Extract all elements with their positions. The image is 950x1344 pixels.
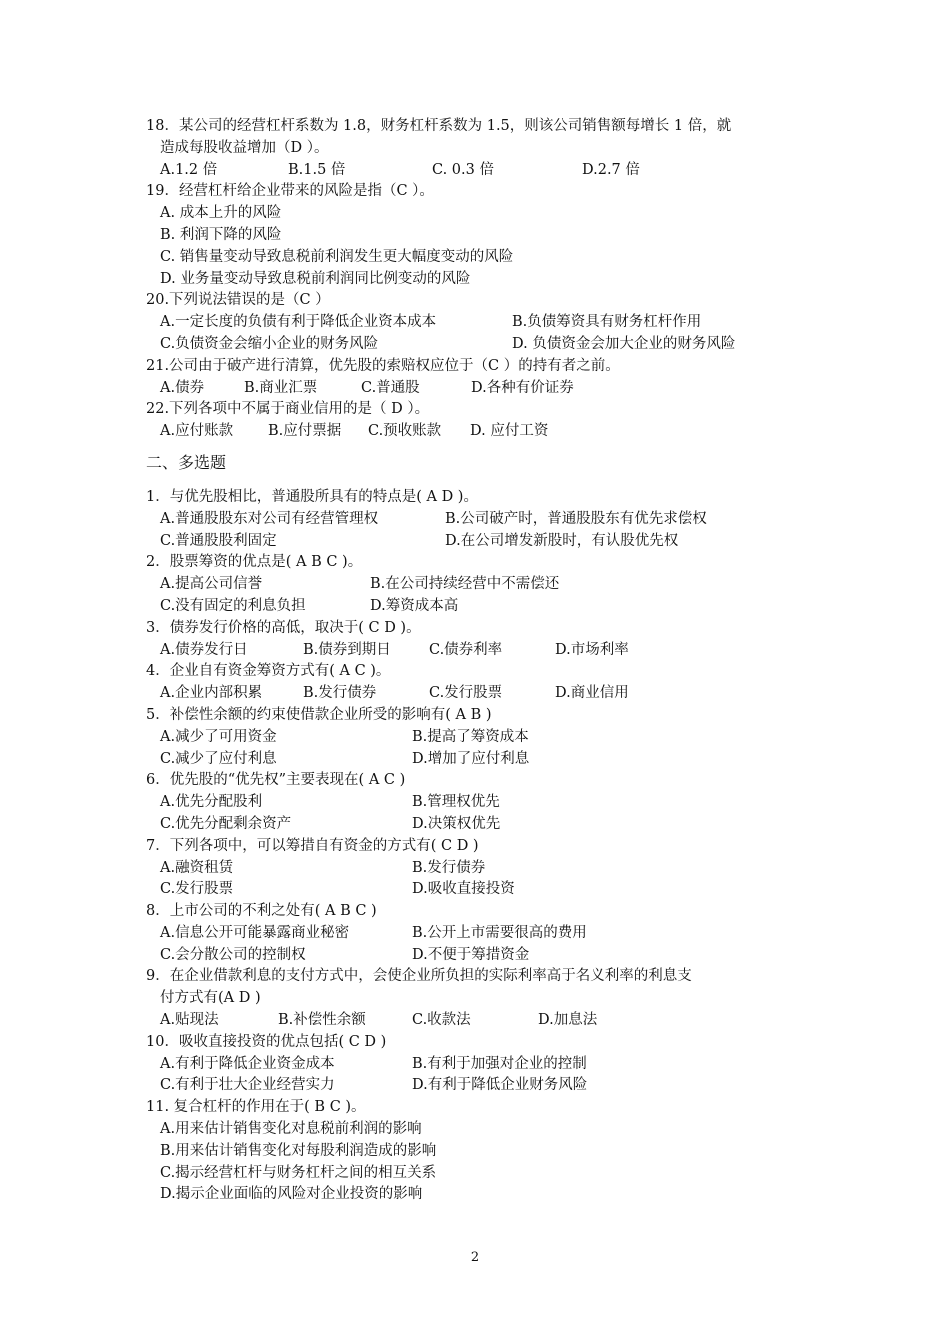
question-text: 22.下列各项中不属于商业信用的是（ D ）。 bbox=[146, 401, 430, 418]
option-item: D.各种有价证券 bbox=[471, 379, 574, 396]
question-text: 5．补偿性余额的约束使借款企业所受的影响有( A B ) bbox=[146, 706, 492, 723]
option-item: A.用来估计销售变化对息税前利润的影响 bbox=[160, 1121, 422, 1138]
option-item: B.发行债券 bbox=[412, 859, 486, 876]
option-row bbox=[146, 749, 826, 771]
option-item: C.有利于壮大企业经营实力 bbox=[160, 1077, 335, 1094]
option-item: C.没有固定的利息负担 bbox=[160, 597, 306, 614]
option-item: A.债券发行日 bbox=[160, 641, 248, 658]
question-block bbox=[146, 901, 826, 966]
option-row bbox=[146, 879, 826, 901]
question-text-continued: 付方式有(A D ) bbox=[160, 990, 261, 1007]
option-item: B.提高了筹资成本 bbox=[412, 728, 529, 745]
option-row bbox=[146, 923, 826, 945]
option-item: B.在公司持续经营中不需偿还 bbox=[370, 576, 560, 593]
question-text: 20.下列说法错误的是（C ） bbox=[146, 292, 330, 309]
question-text: 9．在企业借款利息的支付方式中，会使企业所负担的实际利率高于名义利率的利息支 bbox=[146, 968, 692, 985]
option-row bbox=[146, 1054, 826, 1076]
question-text-continued: 造成每股收益增加（D ）。 bbox=[160, 139, 329, 156]
question-block bbox=[146, 966, 826, 1031]
option-item: B.公开上市需要很高的费用 bbox=[412, 924, 587, 941]
option-item: D. 负债资金会加大企业的财务风险 bbox=[512, 335, 736, 352]
option-row bbox=[146, 225, 826, 247]
option-item: C.普通股股利固定 bbox=[160, 532, 277, 549]
option-item: D.筹资成本高 bbox=[370, 597, 459, 614]
option-row bbox=[146, 596, 826, 618]
option-row bbox=[146, 858, 826, 880]
option-item: C.预收账款 bbox=[368, 423, 442, 440]
question-block bbox=[146, 552, 826, 617]
option-item: A.贴现法 bbox=[160, 1012, 219, 1029]
question-text: 4．企业自有资金筹资方式有( A C )。 bbox=[146, 663, 391, 680]
option-row bbox=[146, 531, 826, 553]
single-choice-section bbox=[146, 116, 826, 443]
page-number: 2 bbox=[470, 1250, 480, 1265]
question-block bbox=[146, 116, 826, 181]
option-item: A.优先分配股利 bbox=[160, 794, 263, 811]
question-block bbox=[146, 356, 826, 400]
option-row bbox=[146, 640, 826, 662]
option-item: D. 业务量变动导致息税前利润同比例变动的风险 bbox=[160, 270, 471, 287]
option-item: B.商业汇票 bbox=[244, 379, 318, 396]
option-item: A.应付账款 bbox=[160, 423, 234, 440]
option-row bbox=[146, 1075, 826, 1097]
option-item: D.2.7 倍 bbox=[582, 161, 640, 178]
question-text: 3．债券发行价格的高低，取决于( C D )。 bbox=[146, 619, 421, 636]
option-item: B.应付票据 bbox=[268, 423, 342, 440]
option-row bbox=[146, 421, 826, 443]
option-item: C.会分散公司的控制权 bbox=[160, 946, 306, 963]
option-item: B. 利润下降的风险 bbox=[160, 226, 282, 243]
option-row bbox=[146, 1163, 826, 1185]
question-block bbox=[146, 487, 826, 552]
option-item: D. 应付工资 bbox=[470, 423, 549, 440]
option-row bbox=[146, 1141, 826, 1163]
option-item: A.提高公司信誉 bbox=[160, 576, 263, 593]
option-item: A.债券 bbox=[160, 379, 205, 396]
option-row bbox=[146, 814, 826, 836]
option-item: C.发行股票 bbox=[429, 685, 503, 702]
option-item: B.债券到期日 bbox=[303, 641, 391, 658]
question-text: 1．与优先股相比，普通股所具有的特点是( A D )。 bbox=[146, 488, 478, 505]
option-item: B.用来估计销售变化对每股利润造成的影响 bbox=[160, 1142, 437, 1159]
option-item: A.融资租赁 bbox=[160, 859, 234, 876]
option-item: D.商业信用 bbox=[555, 685, 629, 702]
question-block bbox=[146, 1032, 826, 1097]
option-item: D.决策权优先 bbox=[412, 815, 501, 832]
option-row bbox=[146, 247, 826, 269]
section-heading: 二、多选题 bbox=[146, 452, 227, 472]
option-row bbox=[146, 334, 826, 356]
option-item: B.负债筹资具有财务杠杆作用 bbox=[512, 314, 702, 331]
multiple-choice-section bbox=[146, 487, 826, 1206]
option-item: D.不便于筹措资金 bbox=[412, 946, 530, 963]
option-row bbox=[146, 378, 826, 400]
option-item: C. 销售量变动导致息税前利润发生更大幅度变动的风险 bbox=[160, 248, 514, 265]
option-row bbox=[146, 160, 826, 182]
option-item: B.发行债券 bbox=[303, 685, 377, 702]
option-row bbox=[146, 1184, 826, 1206]
question-text: 6．优先股的“优先权”主要表现在( A C ) bbox=[146, 772, 406, 789]
option-item: A.有利于降低企业资金成本 bbox=[160, 1055, 335, 1072]
option-item: A.一定长度的负债有利于降低企业资本成本 bbox=[160, 314, 437, 331]
question-text: 18．某公司的经营杠杆系数为 1.8，财务杠杆系数为 1.5，则该公司销售额每增长 1 倍，就 bbox=[146, 118, 732, 134]
option-item: D.市场利率 bbox=[555, 641, 629, 658]
question-block bbox=[146, 836, 826, 901]
option-item: D.加息法 bbox=[538, 1012, 598, 1029]
question-text: 7．下列各项中，可以筹措自有资金的方式有( C D ) bbox=[146, 837, 479, 854]
option-item: A.减少了可用资金 bbox=[160, 728, 277, 745]
content-area bbox=[146, 116, 826, 1206]
option-item: D.吸收直接投资 bbox=[412, 881, 515, 898]
question-text: 2．股票筹资的优点是( A B C )。 bbox=[146, 554, 363, 571]
option-row bbox=[146, 727, 826, 749]
question-text: 10．吸收直接投资的优点包括( C D ) bbox=[146, 1033, 387, 1050]
option-item: C.揭示经营杠杆与财务杠杆之间的相互关系 bbox=[160, 1164, 437, 1181]
option-row bbox=[146, 1119, 826, 1141]
question-block bbox=[146, 399, 826, 443]
option-item: D.在公司增发新股时，有认股优先权 bbox=[445, 532, 679, 549]
option-row bbox=[146, 203, 826, 225]
option-item: C. 0.3 倍 bbox=[432, 161, 494, 178]
question-block bbox=[146, 705, 826, 770]
option-item: A.信息公开可能暴露商业秘密 bbox=[160, 924, 350, 941]
option-item: A.企业内部积累 bbox=[160, 685, 263, 702]
option-item: D.有利于降低企业财务风险 bbox=[412, 1077, 588, 1094]
option-item: C.发行股票 bbox=[160, 881, 234, 898]
question-block bbox=[146, 181, 826, 290]
option-item: A.普通股股东对公司有经营管理权 bbox=[160, 510, 379, 527]
question-text: 11. 复合杠杆的作用在于( B C )。 bbox=[146, 1099, 366, 1116]
option-row bbox=[146, 1010, 826, 1032]
option-item: B.管理权优先 bbox=[412, 794, 500, 811]
question-text: 21.公司由于破产进行清算，优先股的索赔权应位于（C ）的持有者之前。 bbox=[146, 357, 620, 374]
option-item: C.优先分配剩余资产 bbox=[160, 815, 292, 832]
option-row bbox=[146, 574, 826, 596]
option-item: B.有利于加强对企业的控制 bbox=[412, 1055, 587, 1072]
question-block bbox=[146, 1097, 826, 1206]
option-row bbox=[146, 792, 826, 814]
option-item: C.负债资金会缩小企业的财务风险 bbox=[160, 335, 379, 352]
option-row bbox=[146, 312, 826, 334]
question-block bbox=[146, 290, 826, 355]
option-row bbox=[146, 269, 826, 291]
option-item: D.增加了应付利息 bbox=[412, 750, 530, 767]
option-item: B.补偿性余额 bbox=[278, 1012, 366, 1029]
option-item: C.普通股 bbox=[361, 379, 420, 396]
option-item: B.1.5 倍 bbox=[288, 161, 346, 178]
option-row bbox=[146, 683, 826, 705]
option-row bbox=[146, 509, 826, 531]
option-item: C.减少了应付利息 bbox=[160, 750, 277, 767]
question-block bbox=[146, 618, 826, 662]
option-item: C.债券利率 bbox=[429, 641, 503, 658]
question-block bbox=[146, 770, 826, 835]
question-block bbox=[146, 661, 826, 705]
option-row bbox=[146, 945, 826, 967]
option-item: D.揭示企业面临的风险对企业投资的影响 bbox=[160, 1186, 423, 1203]
question-text: 8．上市公司的不利之处有( A B C ) bbox=[146, 903, 377, 920]
option-item: B.公司破产时，普通股股东有优先求偿权 bbox=[445, 510, 707, 527]
question-text: 19．经营杠杆给企业带来的风险是指（C ）。 bbox=[146, 183, 434, 200]
option-item: A.1.2 倍 bbox=[160, 161, 218, 178]
option-item: A. 成本上升的风险 bbox=[160, 205, 282, 222]
option-item: C.收款法 bbox=[412, 1012, 471, 1029]
